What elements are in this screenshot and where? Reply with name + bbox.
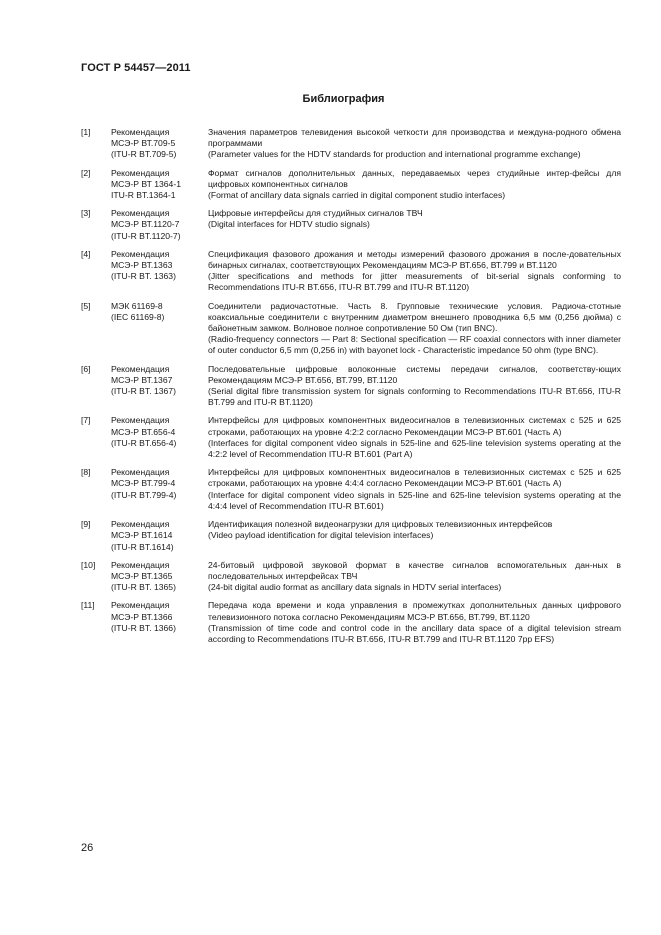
entry-title-ru: 24-битовый цифровой звуковой формат в качестве сигналов вспомогательных дан-ных в последовательных интерфейсах ТВЧ (208, 559, 621, 581)
entry-title-en: (Jitter specifications and methods for jitter measurements of bit-serial signals conforming to Recommendations ITU-R BT.656, ITU-R BT.799 and ITU-R BT.1120) (208, 271, 621, 293)
entry-description (208, 600, 621, 645)
entry-title-en: (Radio-frequency connectors — Part 8: Sectional specification — RF coaxial connectors with inner diameter of outer conductor 6,5 mm (0,256 in) with bayonet lock - Characteristic impedance 50 ohm (type BNC). (208, 334, 621, 356)
entry-title-en: (Serial digital fibre transmission system for signals conforming to Recommendations ITU-R BT.656, ITU-R BT.799 and ITU-R BT.1120) (208, 386, 621, 408)
bibliography-entry (81, 600, 621, 645)
entry-title-en: (Digital interfaces for HDTV studio signals) (208, 219, 370, 230)
entry-title-ru: Последовательные цифровые волоконные системы передачи сигналов, соответству-ющих Рекомендациям МСЭ-Р ВТ.656, ВТ.799, ВТ.1120 (208, 363, 621, 385)
entry-source: Рекомендация МСЭ-Р ВТ.1365 (ITU-R BT. 1365) (111, 559, 176, 593)
entry-source: Рекомендация МСЭ-Р ВТ.1367 (ITU-R BT. 1367) (111, 363, 176, 397)
bibliography-entry (81, 168, 621, 202)
entry-description (208, 249, 621, 294)
bibliography-entry (81, 364, 621, 409)
entry-title-ru: Спецификация фазового дрожания и методы измерений фазового дрожания в после-довательных бинарных сигналах, соответствующих Рекомендациям МСЭ-Р ВТ.656, ВТ.799 и ВТ.1120 (208, 248, 621, 271)
entry-title-en: (Transmission of time code and control code in the ancillary data space of a digital television stream according to Recommendations ITU-R BT.656, ITU-R BT.799 and ITU-R BT.1120 7pp EFS) (208, 622, 621, 644)
entry-description (208, 415, 621, 460)
entry-title-ru: Цифровые интерфейсы для студийных сигналов ТВЧ (208, 208, 423, 219)
bibliography-entry (81, 301, 621, 357)
bibliography-list (81, 127, 621, 652)
entry-source: Рекомендация МСЭ-Р ВТ.656-4 (ITU-R BT.656-4) (111, 415, 177, 448)
entry-description (208, 127, 621, 161)
entry-title-ru: Соединители радиочастотные. Часть 8. Групповые технические условия. Радиоча-стотные коаксиальные соединители с внутренним диаметром внешнего проводника 6,5 мм (0,256 дюйма) с байонетным замком. Волновое полное сопротивление 50 Ом (тип BNC). (208, 300, 621, 334)
entry-source: Рекомендация МСЭ-Р ВТ.709-5 (ITU-R BT.709-5) (111, 127, 177, 160)
document-header: ГОСТ Р 54457—2011 (81, 62, 191, 74)
page-number: 26 (81, 842, 94, 854)
entry-source: Рекомендация МСЭ-Р ВТ 1364-1 ITU-R BT.1364-1 (111, 167, 181, 201)
entry-number: [6] (81, 363, 91, 374)
entry-title-en: (Interface for digital component video signals in 525-line and 625-line television systems operating at the 4:4:4 level of Recommendation ITU-R BT.601) (208, 489, 621, 511)
entry-source: Рекомендация МСЭ-Р ВТ.1363 (ITU-R BT. 1363) (111, 248, 176, 282)
bibliography-entry (81, 519, 621, 553)
entry-number: [2] (81, 167, 91, 178)
page-title: Библиография (302, 93, 385, 105)
entry-title-en: (Format of ancillary data signals carried in digital component studio interfaces) (208, 190, 506, 201)
entry-title-ru: Значения параметров телевидения высокой четкости для производства и междуна-родного обмена программами (208, 127, 621, 149)
bibliography-entry (81, 249, 621, 294)
entry-source: Рекомендация МСЭ-Р ВТ.1614 (ITU-R BT.1614) (111, 519, 174, 552)
bibliography-entry (81, 208, 621, 242)
entry-title-ru: Передача кода времени и кода управления в промежутках дополнительных данных цифрового телевизионного потока согласно Рекомендациям МСЭ-Р ВТ.656, ВТ.799, ВТ.1120 (208, 600, 621, 622)
entry-title-en: (24-bit digital audio format as ancillary data signals in HDTV serial interfaces) (208, 582, 502, 593)
entry-number: [9] (81, 519, 91, 530)
entry-title-ru: Интерфейсы для цифровых компонентных видеосигналов в телевизионных системах с 525 и 625 строками, работающих на уровне 4:2:2 согласно Рекомендации МСЭ-Р ВТ.601 (Часть А) (208, 415, 621, 437)
entry-source: Рекомендация МСЭ-Р ВТ.1366 (ITU-R BT. 1366) (111, 600, 176, 633)
bibliography-entry (81, 560, 621, 594)
entry-source: МЭК 61169-8 (IEC 61169-8) (111, 300, 165, 322)
entry-title-en: (Video payload identification for digital television interfaces) (208, 530, 434, 541)
entry-description (208, 364, 621, 409)
entry-number: [8] (81, 467, 91, 478)
entry-source: Рекомендация МСЭ-Р ВТ.799-4 (ITU-R BT.799-4) (111, 467, 177, 500)
entry-number: [4] (81, 248, 91, 259)
bibliography-entry (81, 467, 621, 512)
entry-number: [3] (81, 208, 91, 219)
entry-title-ru: Формат сигналов дополнительных данных, передаваемых через студийные интер-фейсы для цифровых компонентных сигналов (208, 167, 621, 189)
bibliography-entry (81, 415, 621, 460)
entry-description (208, 301, 621, 357)
entry-number: [5] (81, 300, 91, 311)
entry-source: Рекомендация МСЭ-Р ВТ.1120-7 (ITU-R BT.1120-7) (111, 208, 181, 241)
entry-number: [11] (81, 600, 95, 611)
entry-title-en: (Parameter values for the HDTV standards for production and international programme exchange) (208, 149, 581, 160)
entry-number: [1] (81, 127, 91, 137)
entry-description (208, 519, 621, 553)
entry-number: [10] (81, 559, 96, 570)
bibliography-entry (81, 127, 621, 161)
entry-title-ru: Интерфейсы для цифровых компонентных видеосигналов в телевизионных системах с 525 и 625 строками, работающих на уровне 4:4:4 согласно Рекомендации МСЭ-Р ВТ.601 (Часть А) (208, 467, 621, 489)
entry-title-en: (Interfaces for digital component video signals in 525-line and 625-line television systems operating at the 4:2:2 level of Recommendation ITU-R BT.601 (Part A) (208, 437, 621, 460)
entry-description (208, 560, 621, 594)
entry-number: [7] (81, 415, 91, 426)
entry-title-ru: Идентификация полезной видеонагрузки для цифровых телевизионных интерфейсов (208, 519, 553, 530)
entry-description (208, 168, 621, 202)
entry-description (208, 208, 621, 242)
entry-description (208, 467, 621, 512)
